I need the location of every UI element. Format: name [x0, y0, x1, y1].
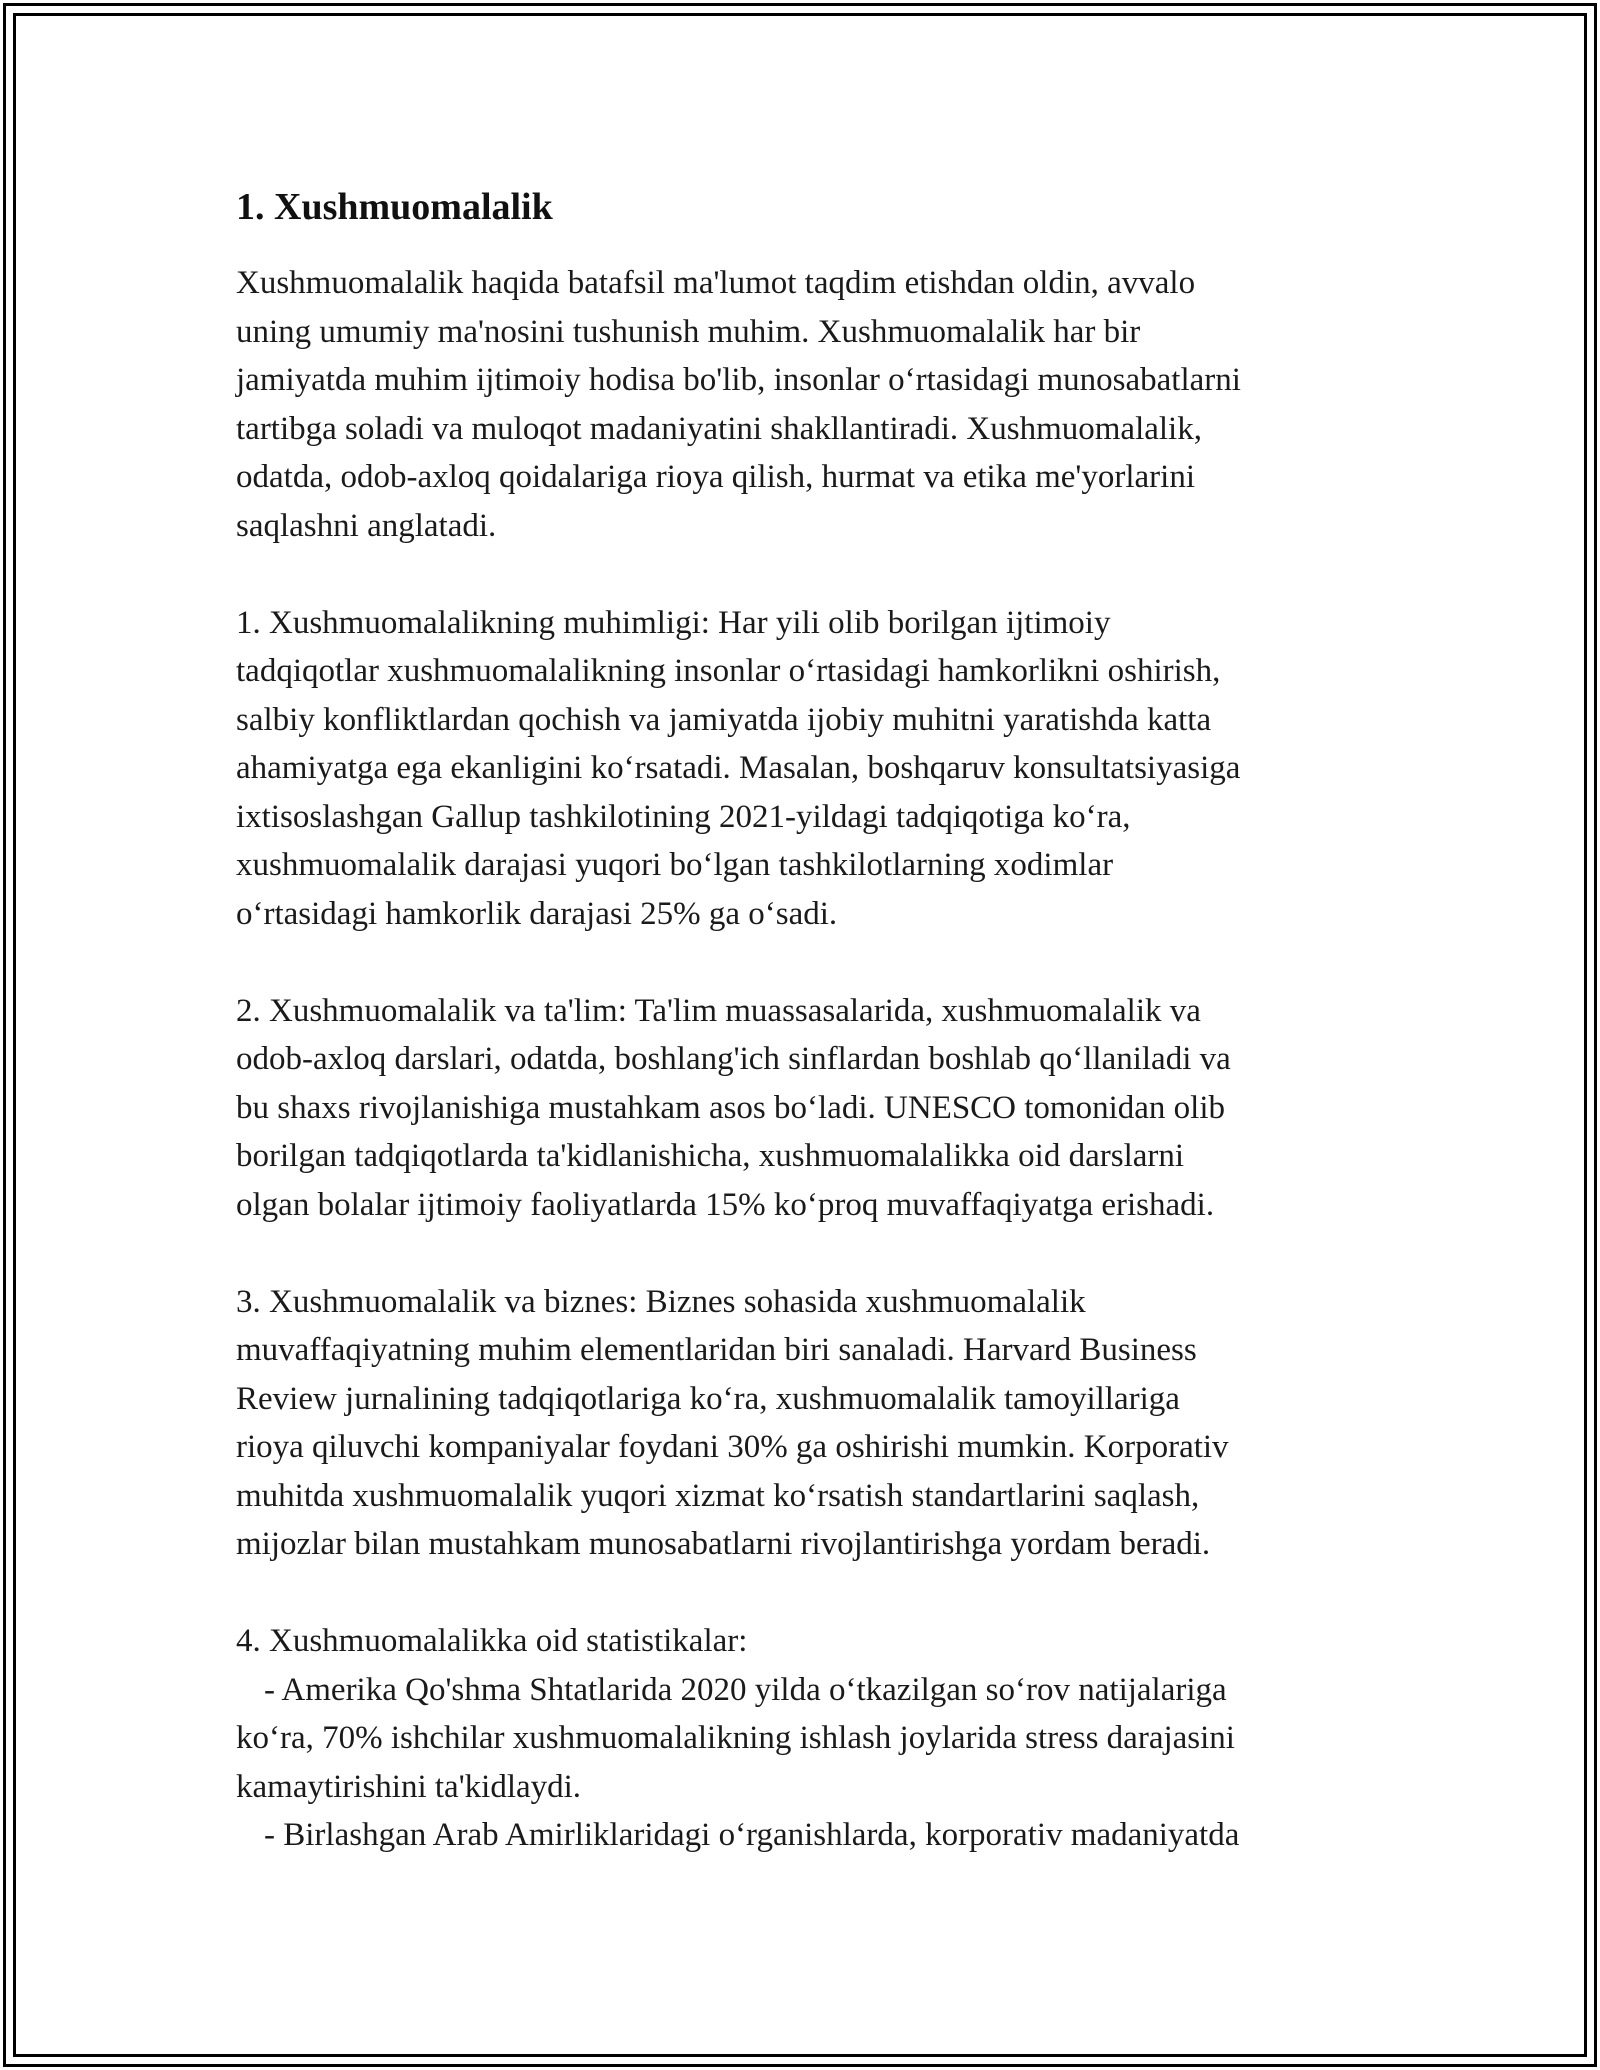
paragraph-line: olgan bolalar ijtimoiy faoliyatlarda 15% ko‘proq muvaffaqiyatga erishadi.	[236, 1186, 1215, 1223]
paragraph-line: odatda, odob-axloq qoidalariga rioya qilish, hurmat va etika me'yorlarini	[236, 459, 1195, 495]
paragraph-line: ahamiyatga ega ekanligini ko‘rsatadi. Masalan, boshqaruv konsultatsiyasiga	[236, 750, 1241, 786]
business-paragraph	[236, 1278, 1356, 1569]
paragraph-line: xushmuomalalik darajasi yuqori bo‘lgan tashkilotlarning xodimlar	[236, 847, 1114, 883]
paragraph-line: mijozlar bilan mustahkam munosabatlarni rivojlantirishga yordam beradi.	[236, 1526, 1211, 1562]
paragraph-line: saqlashni anglatadi.	[236, 507, 497, 544]
education-paragraph	[236, 987, 1356, 1230]
paragraph-line: ixtisoslashgan Gallup tashkilotining 2021-yildagi tadqiqotiga ko‘ra,	[236, 798, 1131, 835]
paragraph-line: tadqiqotlar xushmuomalalikning insonlar o‘rtasidagi hamkorlikni oshirish,	[236, 653, 1221, 689]
paragraph-line: rioya qiluvchi kompaniyalar foydani 30% ga oshirishi mumkin. Korporativ	[236, 1429, 1229, 1465]
paragraph-line: jamiyatda muhim ijtimoiy hodisa bo'lib, insonlar o‘rtasidagi munosabatlarni	[236, 362, 1241, 398]
paragraph-line: 3. Xushmuomalalik va biznes: Biznes sohasida xushmuomalalik	[236, 1283, 1086, 1320]
paragraph-gap	[236, 1229, 1356, 1278]
document-page	[236, 183, 1356, 1860]
paragraph-line: odob-axloq darslari, odatda, boshlang'ich sinflardan boshlab qo‘llaniladi va	[236, 1041, 1231, 1077]
paragraph-line: o‘rtasidagi hamkorlik darajasi 25% ga o‘sadi.	[236, 895, 838, 932]
importance-paragraph	[236, 599, 1356, 939]
paragraph-line: Review jurnalining tadqiqotlariga ko‘ra, xushmuomalalik tamoyillariga	[236, 1380, 1180, 1417]
paragraph-line: tartibga soladi va muloqot madaniyatini shakllantiradi. Xushmuomalalik,	[236, 410, 1202, 447]
paragraph-line: bu shaxs rivojlanishiga mustahkam asos bo‘ladi. UNESCO tomonidan olib	[236, 1089, 1226, 1126]
bullet-line: ko‘ra, 70% ishchilar xushmuomalalikning ishlash joylarida stress darajasini	[236, 1720, 1235, 1756]
intro-paragraph	[236, 259, 1356, 550]
paragraph-gap	[236, 938, 1356, 987]
paragraph-line: borilgan tadqiqotlarda ta'kidlanishicha, xushmuomalalikka oid darslarni	[236, 1138, 1185, 1174]
bullet-line: - Birlashgan Arab Amirliklaridagi o‘rganishlarda, korporativ madaniyatda	[264, 1817, 1240, 1853]
paragraph-line: salbiy konfliktlardan qochish va jamiyatda ijobiy muhitni yaratishda katta	[236, 701, 1212, 738]
paragraph-line: uning umumiy ma'nosini tushunish muhim. Xushmuomalalik har bir	[236, 313, 1141, 350]
paragraph-line: muvaffaqiyatning muhim elementlaridan biri sanaladi. Harvard Business	[236, 1332, 1197, 1368]
section-heading: 1. Xushmuomalalik	[236, 186, 553, 228]
statistics-title: 4. Xushmuomalalikka oid statistikalar:	[236, 1623, 748, 1659]
paragraph-gap	[236, 550, 1356, 599]
paragraph-gap	[236, 1569, 1356, 1618]
bullet-line: kamaytirishini ta'kidlaydi.	[236, 1768, 582, 1805]
statistics-paragraph	[236, 1617, 1356, 1860]
paragraph-line: 1. Xushmuomalalikning muhimligi: Har yili olib borilgan ijtimoiy	[236, 604, 1111, 641]
paragraph-line: 2. Xushmuomalalik va ta'lim: Ta'lim muassasalarida, xushmuomalalik va	[236, 992, 1201, 1029]
paragraph-line: muhitda xushmuomalalik yuqori xizmat ko‘rsatish standartlarini saqlash,	[236, 1477, 1200, 1514]
bullet-line: - Amerika Qo'shma Shtatlarida 2020 yilda o‘tkazilgan so‘rov natijalariga	[264, 1671, 1227, 1708]
paragraph-line: Xushmuomalalik haqida batafsil ma'lumot taqdim etishdan oldin, avvalo	[236, 265, 1196, 301]
